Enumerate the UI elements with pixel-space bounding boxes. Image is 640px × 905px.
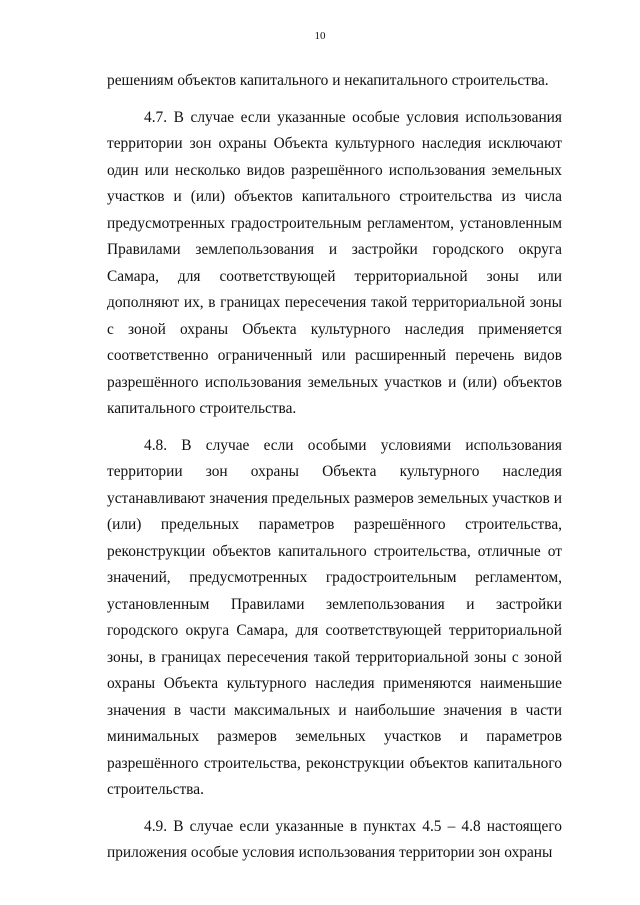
page-number: 10	[314, 30, 326, 42]
paragraph-4-9: 4.9. В случае если указанные в пунктах 4.5 – 4.8 настоящего приложения особые условия использования территории зон охраны	[107, 817, 562, 861]
document-body	[107, 68, 562, 867]
paragraph-continuation: решениям объектов капитального и некапитального строительства.	[107, 72, 549, 89]
paragraph-4-8: 4.8. В случае если особыми условиями использования территории зон охраны Объекта культурного наследия устанавливают значения предельных размеров земельных участков и (или) предельных параметров разрешённого строительства, реконструкции объектов капитального строительства, отличные от значений, предусмотренных градостроительным регламентом, установленным Правилами землепользования и застройки городского округа Самара, для соответствующей территориальной зоны, в границах пересечения такой территориальной зоны с зоной охраны Объекта культурного наследия применяются наименьшие значения в части максимальных и наибольшие значения в части минимальных размеров земельных участков и параметров разрешённого строительства, реконструкции объектов капитального строительства.	[107, 436, 562, 798]
paragraph-4-7: 4.7. В случае если указанные особые условия использования территории зон охраны Объекта культурного наследия исключают один или несколько видов разрешённого использования земельных участков и (или) объектов капитального строительства из числа предусмотренных градостроительным регламентом, установленным Правилами землепользования и застройки городского округа Самара, для соответствующей территориальной зоны или дополняют их, в границах пересечения такой территориальной зоны с зоной охраны Объекта культурного наследия применяется соответственно ограниченный или расширенный перечень видов разрешённого использования земельных участков и (или) объектов капитального строительства.	[107, 108, 562, 417]
